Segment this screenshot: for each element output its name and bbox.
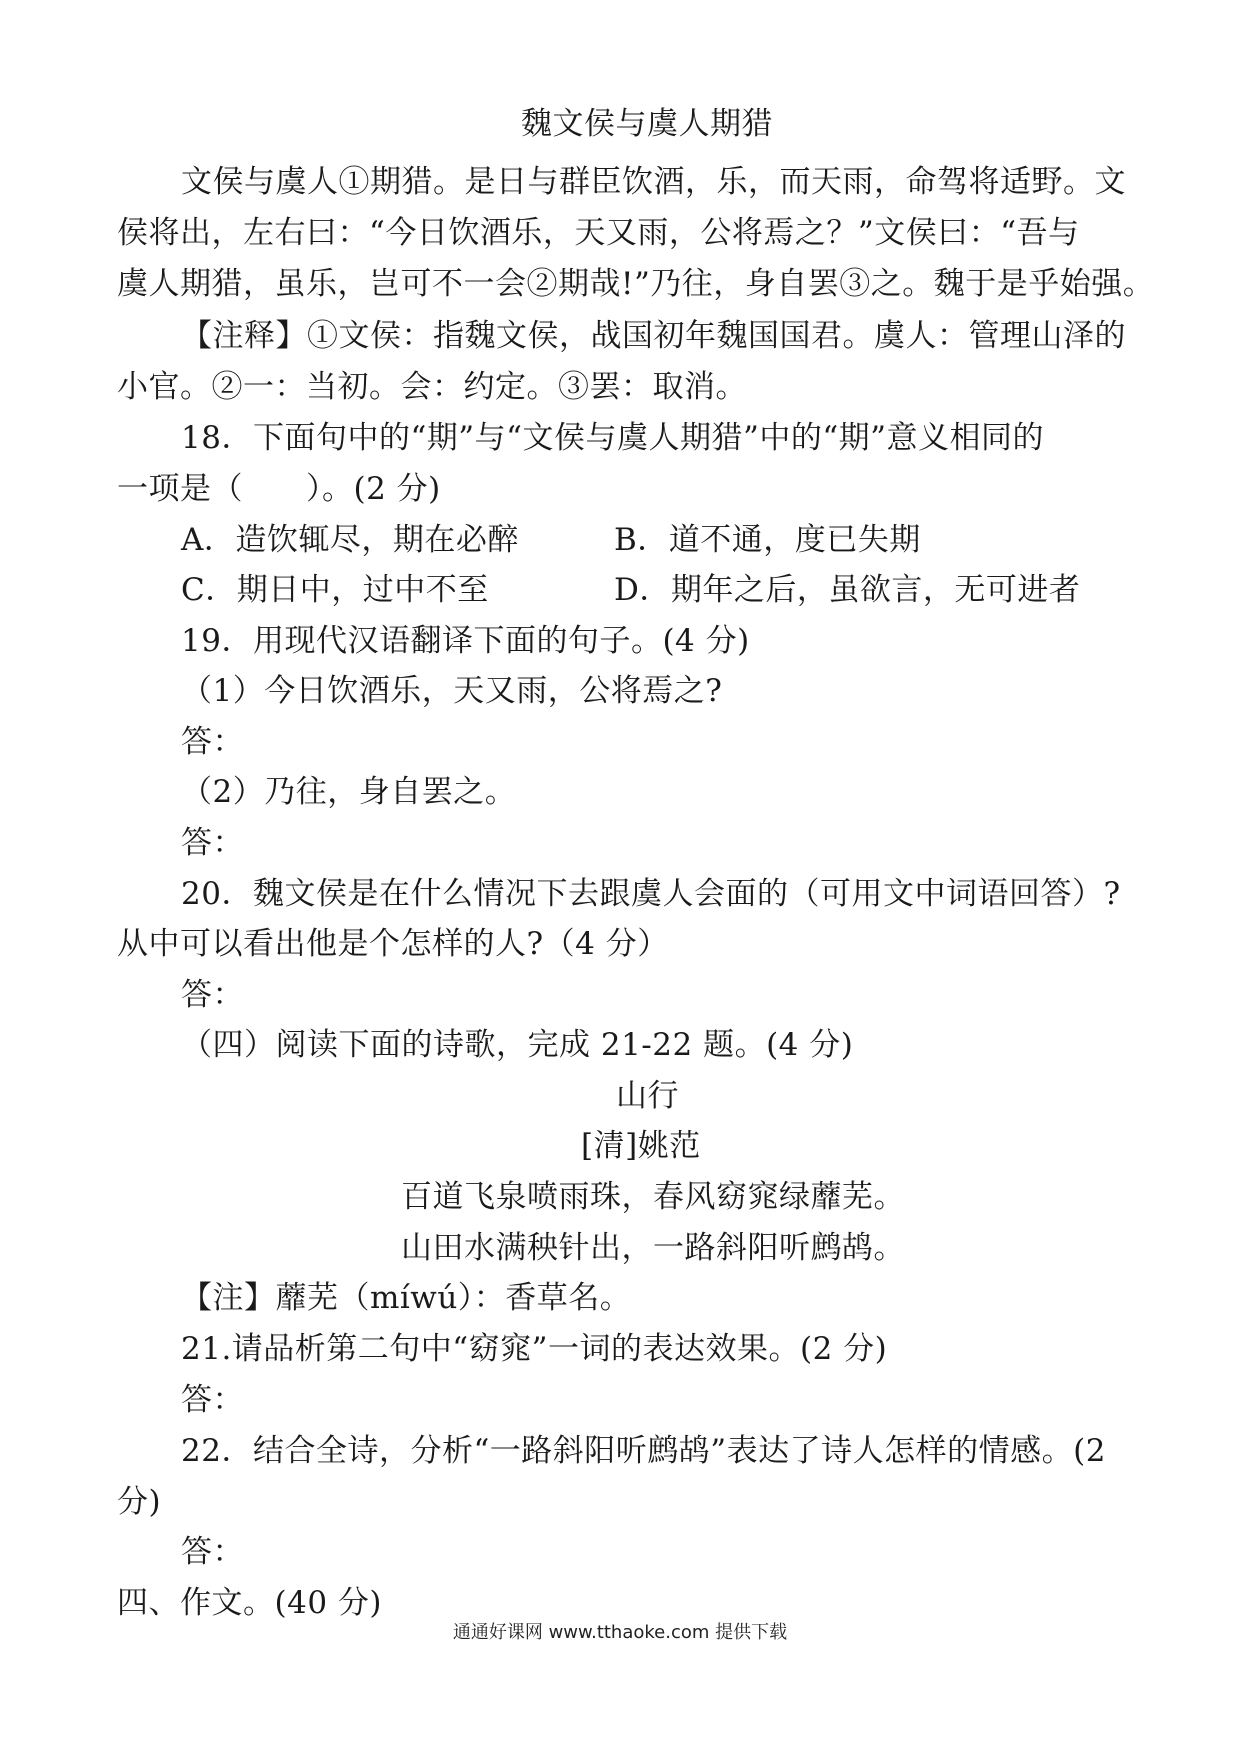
question-18-option-a: A．造饮辄尽，期在必醉	[181, 522, 519, 558]
passage-body-line: 文侯与虞人①期猎。是日与群臣饮酒，乐，而天雨，命驾将适野。文	[181, 164, 1126, 200]
question-18-option-b: B．道不通，度已失期	[614, 522, 921, 558]
answer-label: 答：	[181, 724, 244, 760]
question-20-stem: 20．魏文侯是在什么情况下去跟虞人会面的（可用文中词语回答）?	[181, 876, 1121, 912]
footer-download-note: 通通好课网 www.tthaoke.com 提供下载	[452, 1622, 788, 1643]
essay-heading: 四、作文。(40 分)	[117, 1585, 382, 1621]
section-4-heading: （四）阅读下面的诗歌，完成 21-22 题。(4 分)	[181, 1027, 854, 1063]
answer-label: 答：	[181, 1534, 244, 1570]
question-19-stem: 19．用现代汉语翻译下面的句子。(4 分)	[181, 623, 750, 659]
poem-line: 山田水满秧针出，一路斜阳听鹧鸪。	[401, 1230, 905, 1266]
question-19-sub-2: （2）乃往，身自罢之。	[181, 774, 517, 810]
poem-note: 【注】蘼芜（míwú）：香草名。	[181, 1280, 632, 1316]
question-19-sub-1: （1）今日饮酒乐，天又雨，公将焉之?	[181, 673, 723, 709]
answer-label: 答：	[181, 977, 244, 1013]
passage-notes-line: 小官。②一：当初。会：约定。③罢：取消。	[117, 369, 747, 405]
question-18-option-c: C．期日中，过中不至	[181, 572, 489, 608]
passage-body-line: 侯将出，左右曰：“今日饮酒乐，天又雨，公将焉之？”文侯曰：“吾与	[117, 215, 1080, 251]
passage-notes-line: 【注释】①文侯：指魏文侯，战国初年魏国国君。虞人：管理山泽的	[181, 318, 1126, 354]
passage-body-line: 虞人期猎，虽乐，岂可不一会②期哉!”乃往，身自罢③之。魏于是乎始强。	[117, 266, 1155, 302]
poem-line: 百道飞泉喷雨珠，春风窈窕绿蘼芜。	[401, 1179, 905, 1215]
question-18-stem: 18．下面句中的“期”与“文侯与虞人期猎”中的“期”意义相同的	[181, 420, 1045, 456]
question-20-stem: 从中可以看出他是个怎样的人?（4 分）	[117, 926, 669, 962]
poem-title: 山行	[616, 1078, 679, 1114]
passage-title: 魏文侯与虞人期猎	[521, 106, 773, 142]
question-21-stem: 21.请品析第二句中“窈窕”一词的表达效果。(2 分)	[181, 1331, 888, 1367]
question-18-option-d: D．期年之后，虽欲言，无可进者	[614, 572, 1081, 608]
question-22-stem: 22．结合全诗，分析“一路斜阳听鹧鸪”表达了诗人怎样的情感。(2	[181, 1433, 1106, 1469]
poem-author: [清]姚范	[581, 1128, 701, 1164]
question-22-stem: 分)	[117, 1484, 162, 1520]
answer-label: 答：	[181, 1382, 244, 1418]
question-18-stem: 一项是（ ）。(2 分)	[117, 471, 441, 507]
answer-label: 答：	[181, 825, 244, 861]
